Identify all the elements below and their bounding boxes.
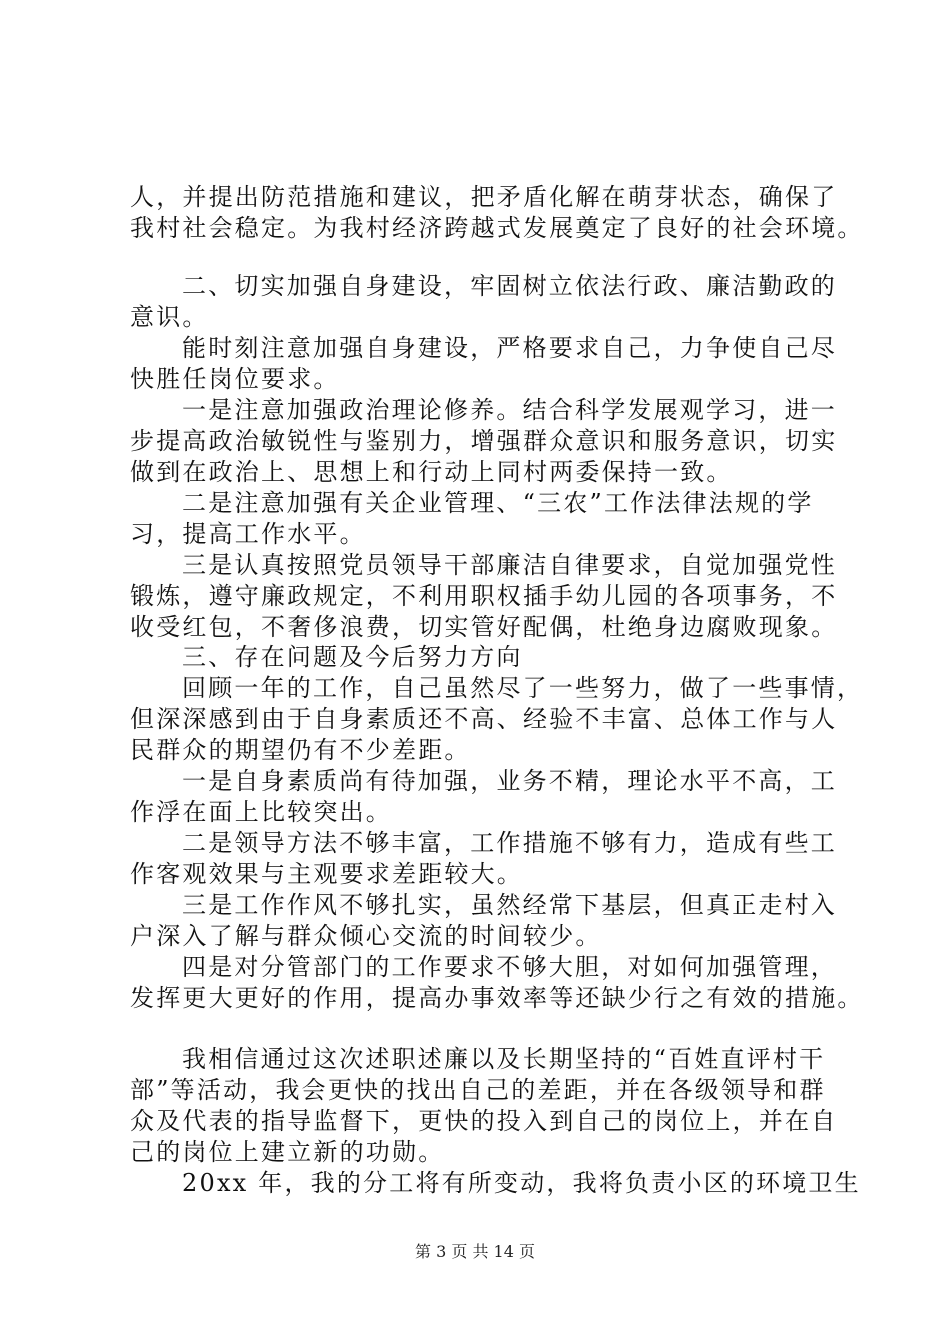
paragraph-line: 一是自身素质尚有待加强，业务不精，理论水平不高，工 — [182, 767, 837, 795]
paragraph-line: 习，提高工作水平。 — [130, 520, 366, 548]
paragraph-line: 20xx 年，我的分工将有所变动，我将负责小区的环境卫生 — [182, 1169, 861, 1197]
section-heading: 三、存在问题及今后努力方向 — [182, 643, 523, 671]
paragraph-line: 回顾一年的工作，自己虽然尽了一些努力，做了一些事情， — [182, 674, 864, 702]
paragraph-line: 二是注意加强有关企业管理、“三农”工作法律法规的学 — [182, 489, 814, 517]
paragraph-line: 人，并提出防范措施和建议，把矛盾化解在萌芽状态，确保了 — [130, 183, 838, 211]
page-footer: 第 3 页 共 14 页 — [415, 1242, 535, 1261]
paragraph-line: 发挥更大更好的作用，提高办事效率等还缺少行之有效的措施。 — [130, 984, 864, 1012]
paragraph-line: 一是注意加强政治理论修养。结合科学发展观学习，进一 — [182, 396, 837, 424]
paragraph-line: 锻炼，遵守廉政规定，不利用职权插手幼儿园的各项事务，不 — [130, 582, 838, 610]
paragraph-line: 我相信通过这次述职述廉以及长期坚持的“百姓直评村干 — [182, 1045, 826, 1073]
paragraph-line: 步提高政治敏锐性与鉴别力，增强群众意识和服务意识，切实 — [130, 427, 838, 455]
paragraph-line: 户深入了解与群众倾心交流的时间较少。 — [130, 922, 602, 950]
paragraph-line: 收受红包，不奢侈浪费，切实管好配偶，杜绝身边腐败现象。 — [130, 613, 838, 641]
paragraph-line: 二是领导方法不够丰富，工作措施不够有力，造成有些工 — [182, 829, 837, 857]
paragraph-line: 己的岗位上建立新的功勋。 — [130, 1138, 445, 1166]
paragraph-line: 做到在政治上、思想上和行动上同村两委保持一致。 — [130, 458, 733, 486]
paragraph-line: 众及代表的指导监督下，更快的投入到自己的岗位上，并在自 — [130, 1107, 838, 1135]
paragraph-line: 四是对分管部门的工作要求不够大胆，对如何加强管理， — [182, 953, 837, 981]
paragraph-line: 三是工作作风不够扎实，虽然经常下基层，但真正走村入 — [182, 891, 837, 919]
paragraph-line: 作客观效果与主观要求差距较大。 — [130, 860, 523, 888]
section-heading: 意识。 — [130, 303, 209, 331]
paragraph-line: 三是认真按照党员领导干部廉洁自律要求，自觉加强党性 — [182, 551, 837, 579]
paragraph-line: 我村社会稳定。为我村经济跨越式发展奠定了良好的社会环境。 — [130, 214, 864, 242]
section-heading: 二、切实加强自身建设，牢固树立依法行政、廉洁勤政的 — [182, 272, 837, 300]
paragraph-line: 部”等活动，我会更快的找出自己的差距，并在各级领导和群 — [130, 1076, 826, 1104]
paragraph-line: 民群众的期望仍有不少差距。 — [130, 736, 471, 764]
paragraph-line: 快胜任岗位要求。 — [130, 365, 340, 393]
paragraph-line: 能时刻注意加强自身建设，严格要求自己，力争使自己尽 — [182, 334, 837, 362]
paragraph-line: 作浮在面上比较突出。 — [130, 798, 392, 826]
paragraph-line: 但深深感到由于自身素质还不高、经验不丰富、总体工作与人 — [130, 705, 838, 733]
